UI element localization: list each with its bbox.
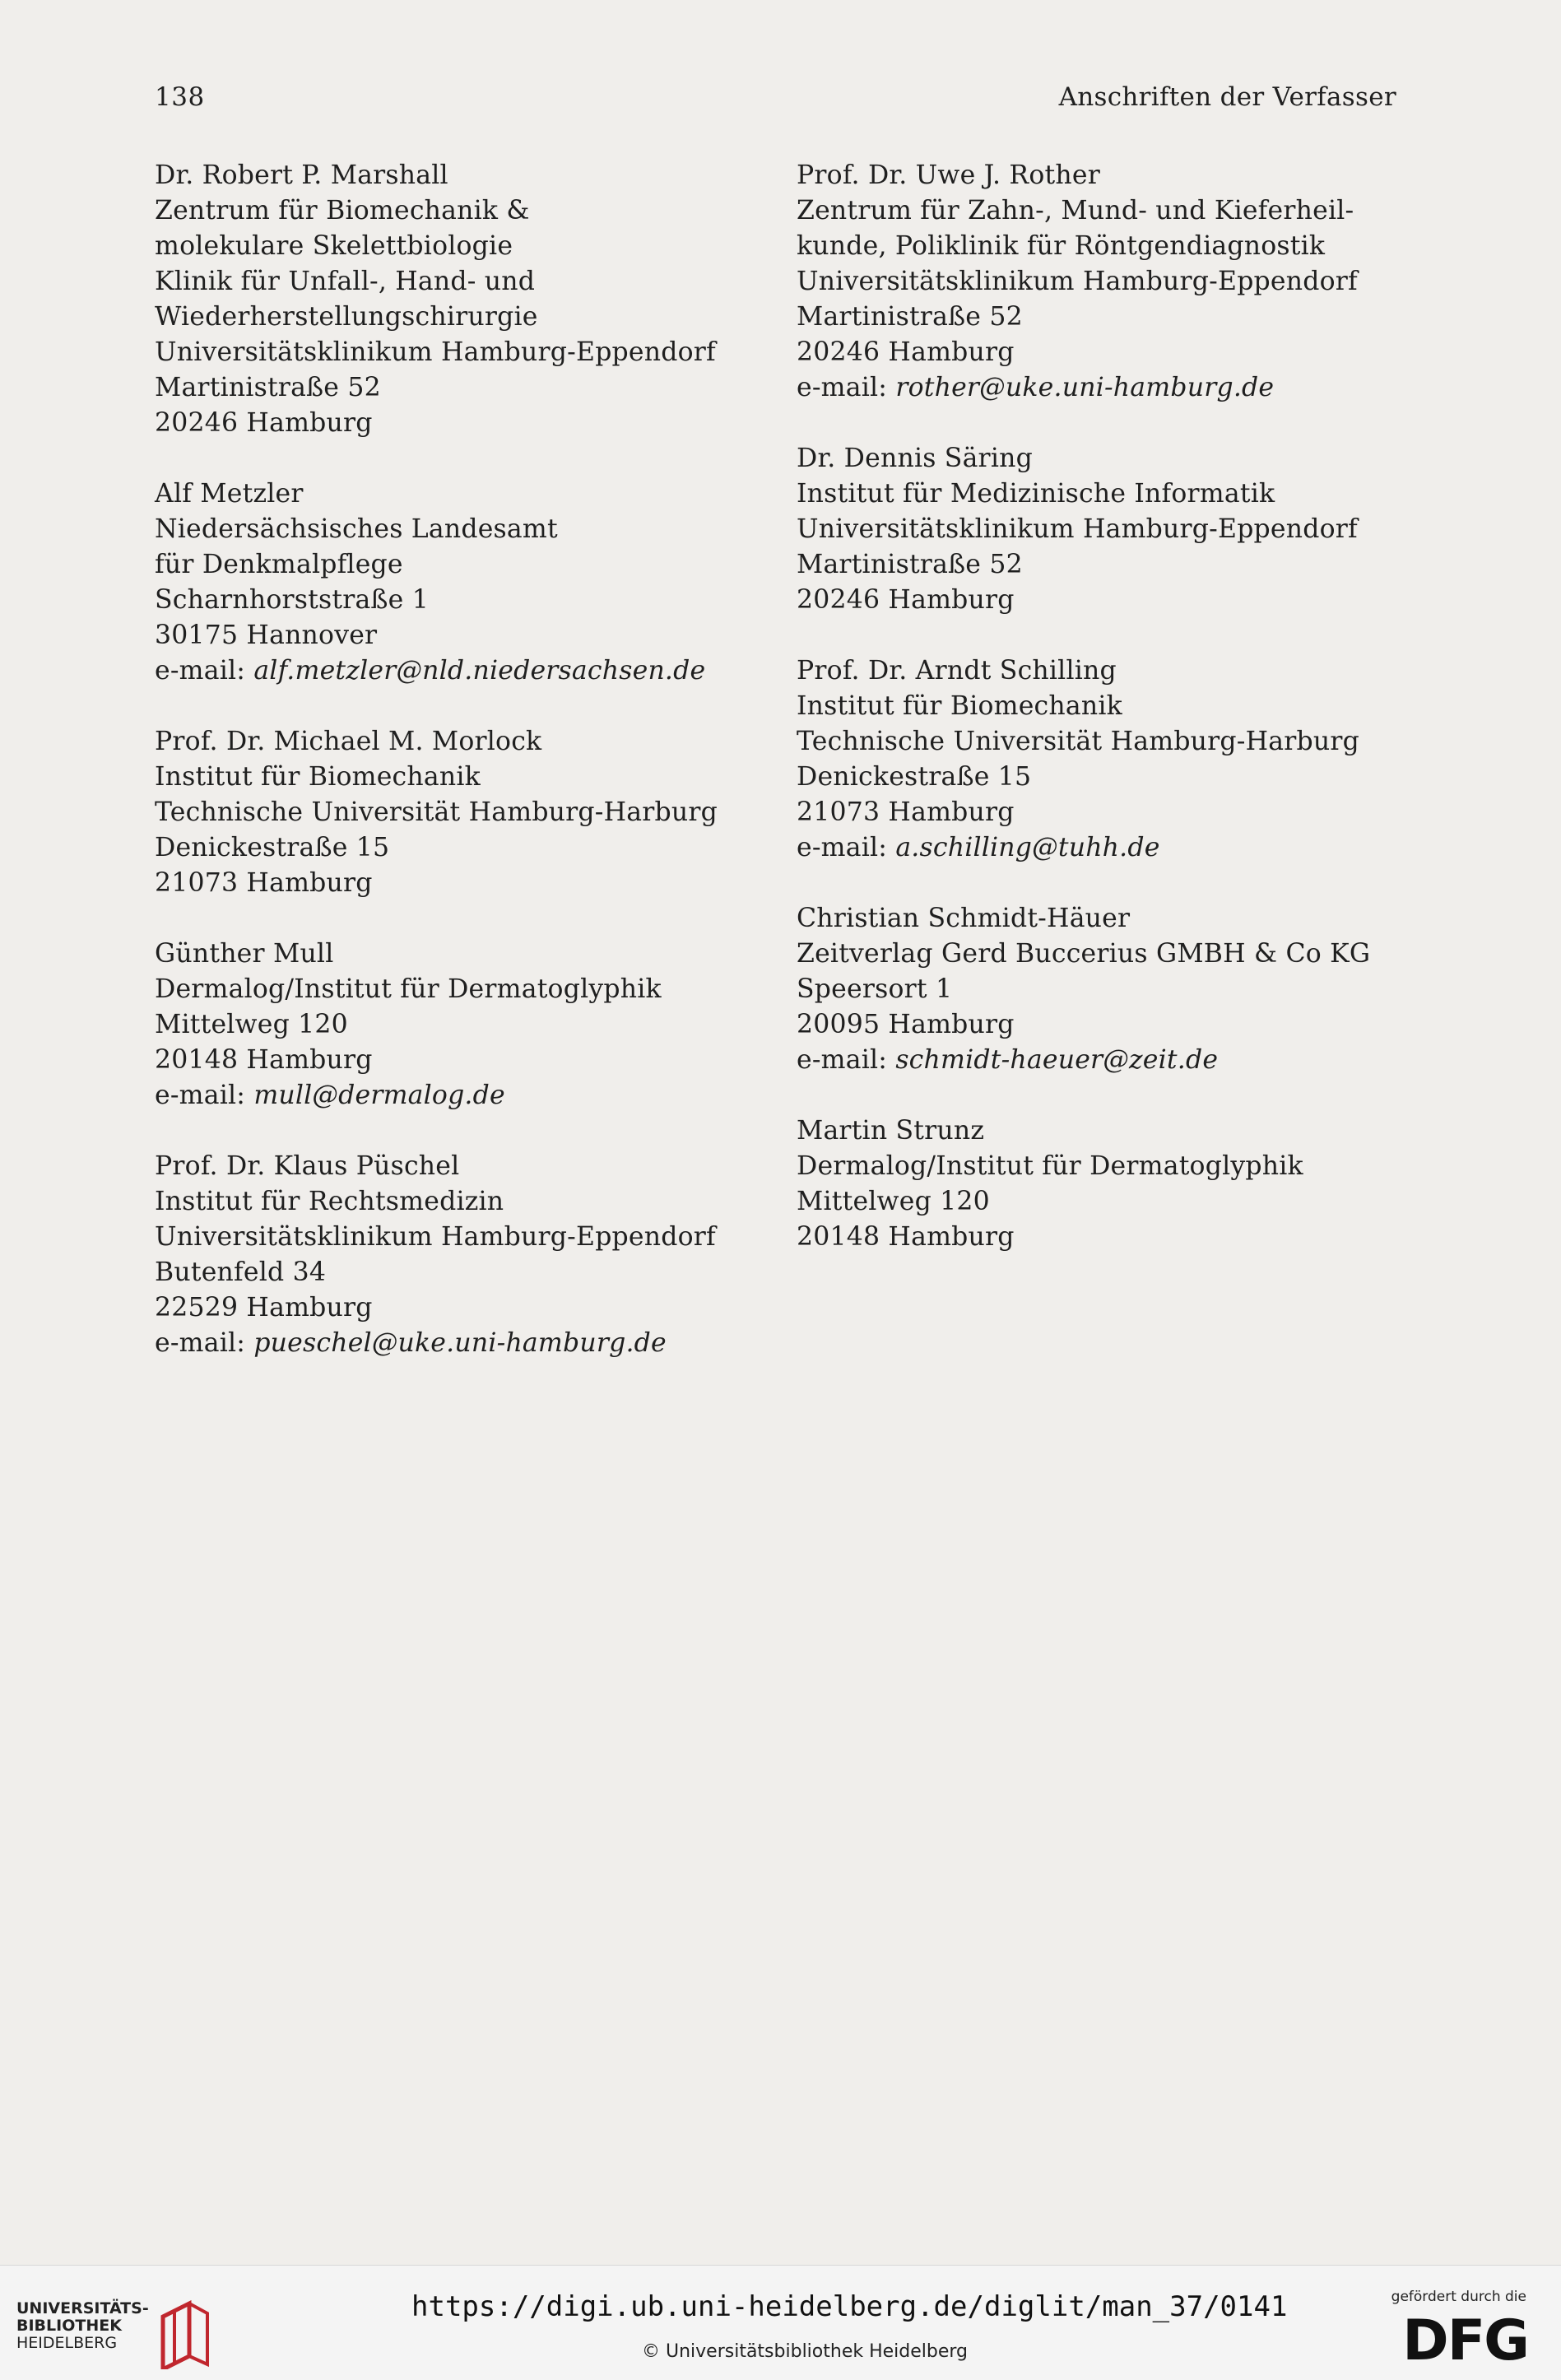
author-name: Prof. Dr. Michael M. Morlock xyxy=(155,727,542,756)
running-title: Anschriften der Verfasser xyxy=(1058,82,1396,112)
address-entry xyxy=(797,653,1455,866)
address-line: Universitätsklinikum Hamburg-Eppendorf xyxy=(155,1222,716,1252)
address-line: Zentrum für Biomechanik & xyxy=(155,196,530,225)
email-label: e-mail: xyxy=(797,833,896,862)
copyright-notice: © Universitätsbibliothek Heidelberg xyxy=(642,2341,969,2362)
address-line: Mittelweg 120 xyxy=(797,1187,990,1216)
author-name: Prof. Dr. Arndt Schilling xyxy=(797,656,1117,686)
author-name: Prof. Dr. Uwe J. Rother xyxy=(797,160,1100,190)
funding-note: gefördert durch die xyxy=(1391,2289,1526,2305)
address-line: Butenfeld 34 xyxy=(155,1257,327,1287)
address-line: Niedersächsisches Landesamt xyxy=(155,514,558,544)
address-line: Denickestraße 15 xyxy=(155,833,390,862)
address-line: Universitätsklinikum Hamburg-Eppendorf xyxy=(797,267,1358,296)
digitization-footer xyxy=(0,2265,1561,2380)
address-entry xyxy=(155,476,813,689)
address-line: 20148 Hamburg xyxy=(155,1045,373,1075)
author-name: Christian Schmidt-Häuer xyxy=(797,904,1131,933)
email-label: e-mail: xyxy=(797,373,896,402)
email-line xyxy=(797,1043,1455,1078)
address-column-right xyxy=(797,158,1455,1290)
address-line: Scharnhorststraße 1 xyxy=(155,585,429,615)
email-address[interactable]: a.schilling@tuhh.de xyxy=(895,833,1160,862)
address-line: kunde, Poliklinik für Röntgendiagnostik xyxy=(797,231,1326,261)
email-address[interactable]: pueschel@uke.uni-hamburg.de xyxy=(253,1328,667,1358)
address-line: 20246 Hamburg xyxy=(797,585,1015,615)
email-label: e-mail: xyxy=(797,1045,896,1075)
address-entry xyxy=(155,724,813,901)
address-entry xyxy=(797,1113,1455,1255)
email-address[interactable]: alf.metzler@nld.niedersachsen.de xyxy=(253,656,706,686)
email-address[interactable]: schmidt-haeuer@zeit.de xyxy=(895,1045,1219,1075)
address-line: Dermalog/Institut für Dermatoglyphik xyxy=(155,974,662,1004)
library-book-mark-icon xyxy=(156,2300,214,2369)
address-line: Zentrum für Zahn-, Mund- und Kieferheil- xyxy=(797,196,1354,225)
address-line: Speersort 1 xyxy=(797,974,953,1004)
email-line xyxy=(797,830,1455,866)
address-entry xyxy=(797,158,1455,406)
library-logo[interactable] xyxy=(16,2300,206,2366)
address-line: 20148 Hamburg xyxy=(797,1222,1015,1252)
email-line xyxy=(155,653,813,689)
email-line xyxy=(155,1326,813,1361)
address-line: 22529 Hamburg xyxy=(155,1293,373,1322)
address-entry xyxy=(155,937,813,1113)
address-entry xyxy=(797,901,1455,1078)
address-line: Martinistraße 52 xyxy=(155,373,381,402)
address-line: Institut für Biomechanik xyxy=(797,691,1122,721)
author-name: Dr. Dennis Säring xyxy=(797,444,1033,473)
email-label: e-mail: xyxy=(155,1081,254,1110)
address-line: 20246 Hamburg xyxy=(155,408,373,438)
permalink-url[interactable]: https://digi.ub.uni-heidelberg.de/diglit/man_37/0141 xyxy=(411,2290,1288,2323)
address-entry xyxy=(155,1149,813,1361)
address-line: Denickestraße 15 xyxy=(797,762,1032,792)
email-address[interactable]: mull@dermalog.de xyxy=(253,1081,505,1110)
address-line: 20095 Hamburg xyxy=(797,1010,1015,1039)
library-name: UNIVERSITÄTS- BIBLIOTHEK HEIDELBERG xyxy=(16,2299,149,2352)
address-entry xyxy=(797,441,1455,618)
address-line: Universitätsklinikum Hamburg-Eppendorf xyxy=(797,514,1358,544)
address-line: für Denkmalpflege xyxy=(155,550,403,579)
author-name: Alf Metzler xyxy=(155,479,304,509)
email-label: e-mail: xyxy=(155,656,254,686)
address-line: Institut für Rechtsmedizin xyxy=(155,1187,504,1216)
address-line: 21073 Hamburg xyxy=(155,868,373,898)
address-line: Technische Universität Hamburg-Harburg xyxy=(155,797,718,827)
address-line: Universitätsklinikum Hamburg-Eppendorf xyxy=(155,337,716,367)
author-name: Martin Strunz xyxy=(797,1116,985,1146)
address-line: Institut für Medizinische Informatik xyxy=(797,479,1275,509)
dfg-logo[interactable]: DFG xyxy=(1402,2308,1528,2373)
address-line: Klinik für Unfall-, Hand- und xyxy=(155,267,536,296)
address-line: 21073 Hamburg xyxy=(797,797,1015,827)
address-line: Wiederherstellungschirurgie xyxy=(155,302,538,332)
address-line: Institut für Biomechanik xyxy=(155,762,481,792)
email-address[interactable]: rother@uke.uni-hamburg.de xyxy=(895,373,1275,402)
address-line: Martinistraße 52 xyxy=(797,302,1023,332)
email-label: e-mail: xyxy=(155,1328,254,1358)
author-name: Günther Mull xyxy=(155,939,334,969)
page-number: 138 xyxy=(155,82,205,112)
email-line xyxy=(797,370,1455,406)
address-line: 20246 Hamburg xyxy=(797,337,1015,367)
address-column-left xyxy=(155,158,813,1397)
address-entry xyxy=(155,158,813,441)
address-line: molekulare Skelettbiologie xyxy=(155,231,513,261)
address-line: Dermalog/Institut für Dermatoglyphik xyxy=(797,1151,1303,1181)
address-line: Zeitverlag Gerd Buccerius GMBH & Co KG xyxy=(797,939,1371,969)
author-name: Prof. Dr. Klaus Püschel xyxy=(155,1151,460,1181)
email-line xyxy=(155,1078,813,1113)
address-line: Technische Universität Hamburg-Harburg xyxy=(797,727,1360,756)
author-name: Dr. Robert P. Marshall xyxy=(155,160,448,190)
address-line: Martinistraße 52 xyxy=(797,550,1023,579)
address-line: 30175 Hannover xyxy=(155,621,378,650)
address-line: Mittelweg 120 xyxy=(155,1010,348,1039)
